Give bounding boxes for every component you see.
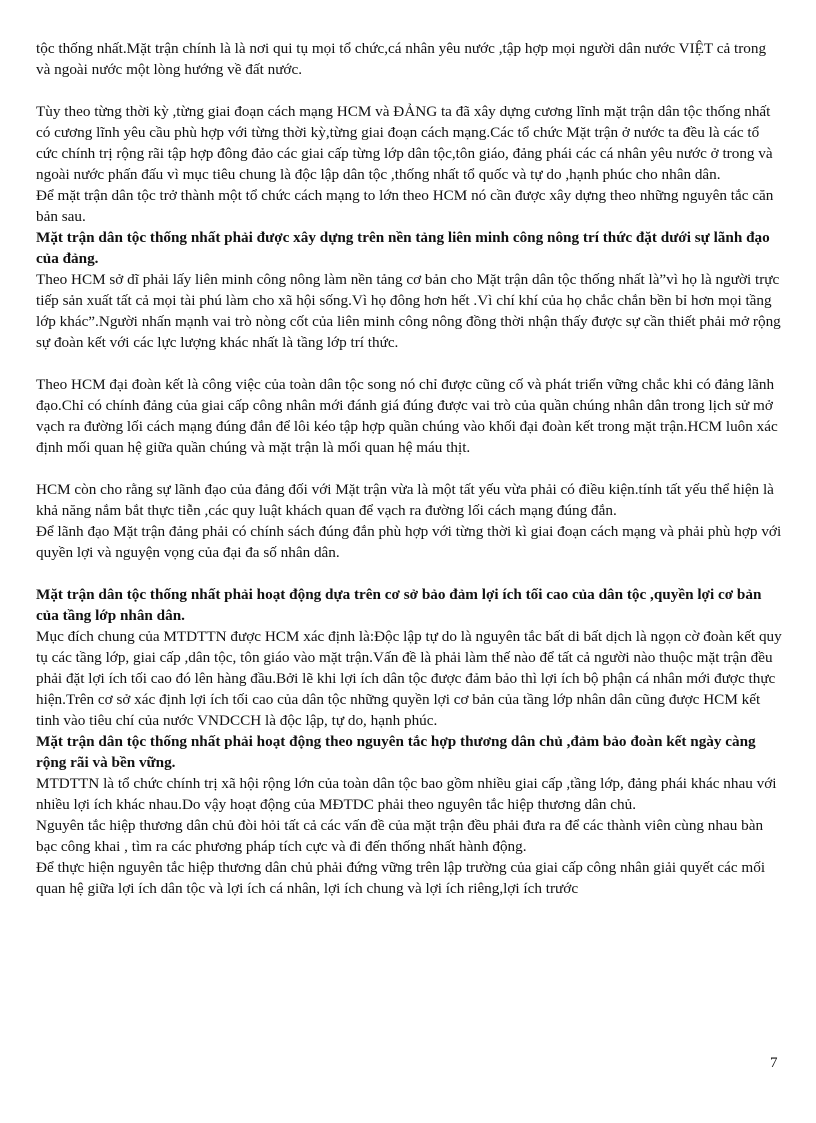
document-body — [36, 38, 782, 899]
section-heading: Mặt trận dân tộc thống nhất phải hoạt động dựa trên cơ sở bảo đảm lợi ích tối cao của dân tộc ,quyền lợi cơ bản của tầng lớp nhân dân. — [36, 586, 762, 624]
paragraph-spacer — [36, 458, 782, 479]
paragraph: MTDTTN là tổ chức chính trị xã hội rộng lớn của toàn dân tộc bao gồm nhiều giai cấp ,tầng lớp, đảng phái khác nhau với nhiều lợi ích khác nhau.Do vậy hoạt động của MĐTDC phải theo nguyên tắc hiệp thương dân chủ. — [36, 775, 777, 813]
paragraph: tộc thống nhất.Mặt trận chính là là nơi qui tụ mọi tổ chức,cá nhân yêu nước ,tập hợp mọi người dân nước VIỆT cả trong và ngoài nước một lòng hướng về đất nước. — [36, 40, 767, 78]
paragraph: Theo HCM đại đoàn kết là công việc của toàn dân tộc song nó chỉ được cũng cố và phát triển vững chắc khi có đảng lãnh đạo.Chỉ có chính đảng của giai cấp công nhân mới đánh giá đúng được vai trò của quần chúng nhân dân trong lịch sử mở vạch ra đường lối cách mạng đúng đắn để lôi kéo tập hợp quần chúng vào khối đại đoàn kết trong mặt trận.HCM luôn xác định mối quan hệ giữa quần chúng và mặt trận là mối quan hệ máu thịt. — [36, 376, 778, 456]
paragraph: HCM còn cho rằng sự lãnh đạo của đảng đối với Mặt trận vừa là một tất yếu vừa phải có điều kiện.tính tất yếu thể hiện là khả năng nắm bắt thực tiễn ,các quy luật khách quan để vạch ra đường lối cách mạng đúng đắn. — [36, 481, 774, 519]
paragraph-spacer — [36, 353, 782, 374]
paragraph: Tùy theo từng thời kỳ ,từng giai đoạn cách mạng HCM và ĐẢNG ta đã xây dựng cương lĩnh mặt trận dân tộc thống nhất có cương lĩnh yêu cầu phù hợp với từng thời kỳ,từng giai đoạn cách mạng.Các tổ chức Mặt trận ở nước ta đều là các tổ cức chính trị rộng rãi tập hợp đông đảo các giai cấp từng lớp dân tộc,tôn giáo, đảng phái các cá nhân yêu nước ở trong và ngoài nước phấn đấu vì mục tiêu chung là độc lập dân tộc ,thống nhất tổ quốc và tự do ,hạnh phúc cho nhân dân. — [36, 103, 773, 183]
section-heading: Mặt trận dân tộc thống nhất phải được xây dựng trên nền tảng liên minh công nông trí thức đặt dưới sự lãnh đạo của đảng. — [36, 229, 770, 267]
paragraph-spacer — [36, 563, 782, 584]
paragraph: Để lãnh đạo Mặt trận đảng phải có chính sách đúng đắn phù hợp với từng thời kì giai đoạn cách mạng và phải phù hợp với quyền lợi và nguyện vọng của đại đa số nhân dân. — [36, 523, 782, 561]
paragraph: Để thực hiện nguyên tắc hiệp thương dân chủ phải đứng vững trên lập trường của giai cấp công nhân giải quyết các mối quan hệ giữa lợi ích dân tộc và lợi ích cá nhân, lợi ích chung và lợi ích riêng,lợi ích trước — [36, 859, 766, 897]
paragraph: Nguyên tắc hiệp thương dân chủ đòi hỏi tất cả các vấn đề của mặt trận đều phải đưa ra để các thành viên cùng nhau bàn bạc công khai , tìm ra các phương pháp tích cực và đi đến thống nhất hành động. — [36, 817, 764, 855]
page-number: 7 — [770, 1055, 778, 1071]
paragraph: Để mặt trận dân tộc trở thành một tổ chức cách mạng to lớn theo HCM nó cần được xây dựng theo những nguyên tắc căn bản sau. — [36, 187, 774, 225]
section-heading: Mặt trận dân tộc thống nhất phải hoạt động theo nguyên tắc hợp thương dân chủ ,đảm bảo đoàn kết ngày càng rộng rãi và bền vững. — [36, 733, 756, 771]
paragraph-spacer — [36, 80, 782, 101]
paragraph: Mục đích chung của MTDTTN được HCM xác định là:Độc lập tự do là nguyên tắc bất di bất dịch là ngọn cờ đoàn kết quy tụ các tầng lớp, giai cấp ,dân tộc, tôn giáo vào mặt trận.Vấn đề là phải làm thế nào để tất cả người nào thuộc mặt trận đều phải đặt lợi ích tối cao đó lên hàng đầu.Bởi lẽ khi lợi ích dân tộc được đảm bảo thì lợi ích bộ phận cá nhân mới được thực hiện.Trên cơ sở xác định lợi ích tối cao của dân tộc những quyền lợi cơ bản của tầng lớp nhân dân cũng được HCM kết tinh vào tiêu chí của nước VNDCCH là độc lập, tự do, hạnh phúc. — [36, 628, 782, 729]
paragraph: Theo HCM sở dĩ phải lấy liên minh công nông làm nền tảng cơ bản cho Mặt trận dân tộc thống nhất là”vì họ là người trực tiếp sản xuất tất cả mọi tài phú làm cho xã hội sống.Vì họ đông hơn hết .Vì chí khí của họ chắc chắn bền bỉ hơn mọi tầng lớp khác”.Người nhấn mạnh vai trò nòng cốt của liên minh công nông đồng thời nhận thấy được sự cần thiết phải mở rộng sự đoàn kết với các lực lượng khác nhất là tầng lớp trí thức. — [36, 271, 781, 351]
